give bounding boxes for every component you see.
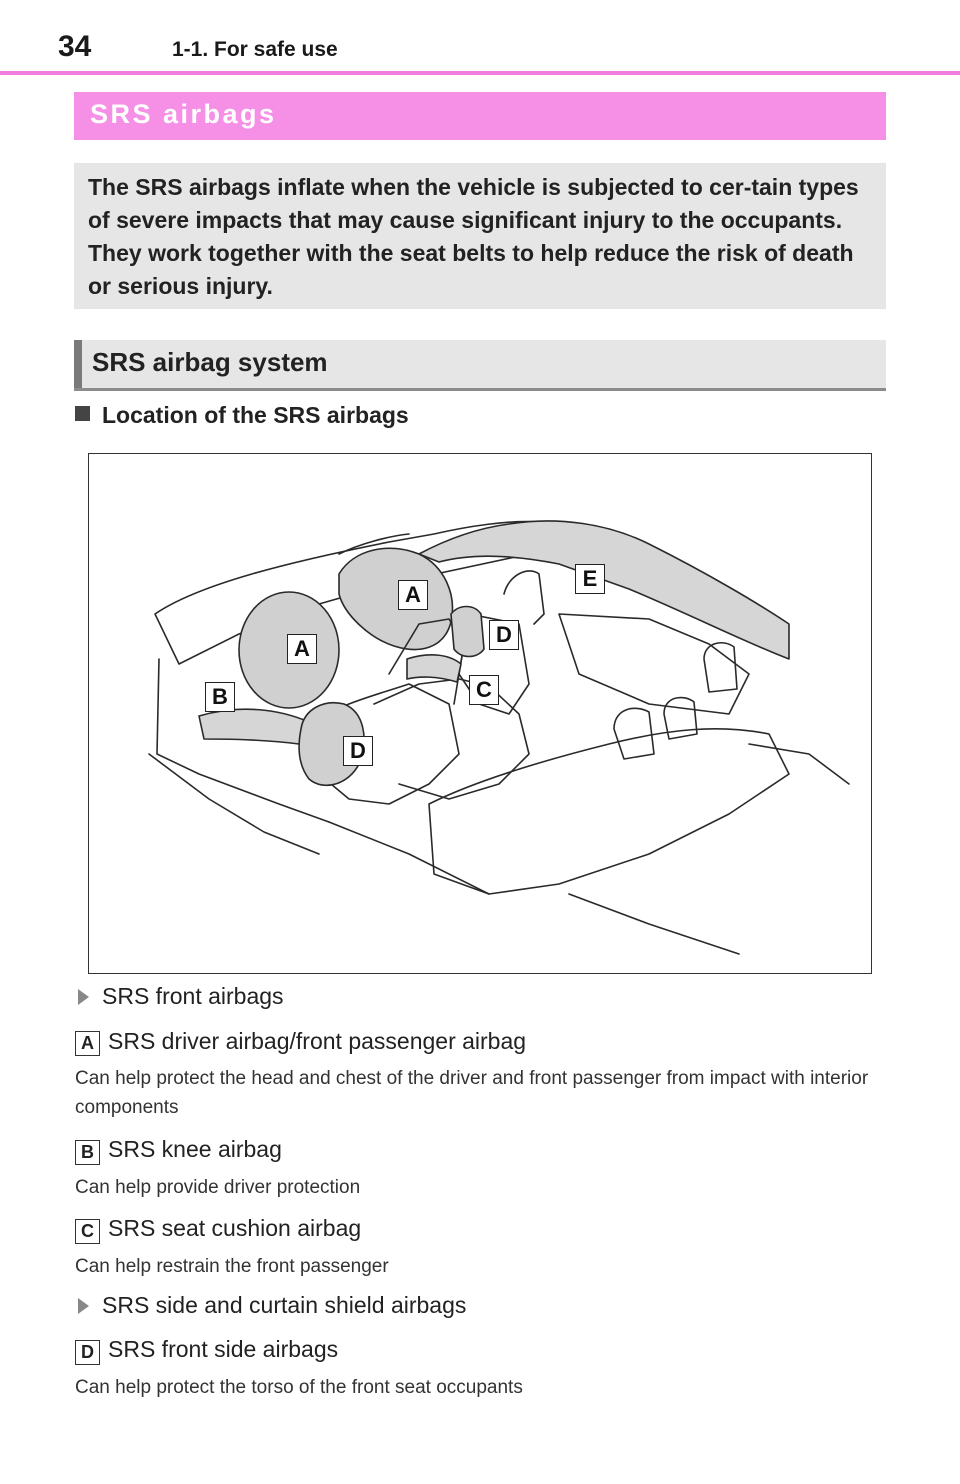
center-console: [374, 679, 529, 799]
callout-e: E: [575, 564, 605, 594]
callout-d-passenger: D: [489, 620, 519, 650]
knee-airbag-shape: [199, 709, 309, 744]
passenger-airbag-shape: [339, 548, 452, 649]
item-d-description: Can help protect the torso of the front seat occupants: [75, 1377, 523, 1398]
page-number: 34: [58, 30, 92, 63]
item-d-title: SRS front side airbags: [108, 1336, 339, 1362]
location-heading: [75, 402, 409, 429]
key-b: B: [75, 1140, 100, 1165]
system-header: [74, 340, 886, 388]
section-path: 1-1. For safe use: [172, 38, 338, 61]
item-c-description: Can help restrain the front passenger: [75, 1256, 389, 1277]
square-bullet-icon: [75, 406, 90, 421]
group-front-airbags: SRS front airbags: [102, 983, 284, 1009]
triangle-bullet-icon: [78, 1298, 89, 1314]
floor-mid: [329, 822, 489, 894]
header-accent-bar: [74, 340, 82, 388]
rear-seat-bench: [429, 729, 789, 894]
section-title-banner: [74, 92, 886, 140]
callout-b: B: [205, 682, 235, 712]
item-c-title: SRS seat cushion airbag: [108, 1215, 362, 1241]
key-d: D: [75, 1340, 100, 1365]
item-b-description: Can help provide driver protection: [75, 1177, 361, 1198]
floor-right: [569, 894, 739, 954]
vehicle-interior-illustration: [89, 454, 873, 975]
intro-text: The SRS airbags inflate when the vehicle is subjected to cer-tain types of severe impacts that may cause significant injury to the occupants. They work together with the seat belts to help reduce the risk of death or serious injury.: [88, 174, 859, 299]
floor-left: [149, 754, 319, 854]
passenger-side-airbag-shape: [451, 607, 484, 657]
callout-c: C: [469, 675, 499, 705]
header-underline: [74, 388, 886, 391]
passenger-seat-back: [504, 571, 544, 624]
rear-headrest-1: [614, 708, 654, 759]
triangle-bullet-icon: [78, 989, 89, 1005]
group-side-curtain-airbags: SRS side and curtain shield airbags: [102, 1292, 467, 1318]
location-heading-label: Location of the SRS airbags: [102, 402, 409, 428]
airbag-location-figure: [88, 453, 872, 974]
item-b-title: SRS knee airbag: [108, 1136, 282, 1162]
callout-d-driver: D: [343, 736, 373, 766]
seat-cushion-airbag-shape: [407, 655, 461, 682]
section-title: SRS airbags: [90, 99, 277, 129]
key-c: C: [75, 1219, 100, 1244]
system-header-label: SRS airbag system: [92, 347, 328, 377]
top-rule: [0, 71, 960, 75]
intro-box: [74, 163, 886, 309]
rear-floor: [749, 744, 849, 784]
item-a-title: SRS driver airbag/front passenger airbag: [108, 1028, 527, 1054]
item-a-description: Can help protect the head and chest of the driver and front passenger from impact with interior components: [75, 1068, 869, 1118]
rear-headrest-3: [704, 643, 737, 692]
key-a: A: [75, 1031, 100, 1056]
callout-a-driver: A: [287, 634, 317, 664]
callout-a-passenger: A: [398, 580, 428, 610]
